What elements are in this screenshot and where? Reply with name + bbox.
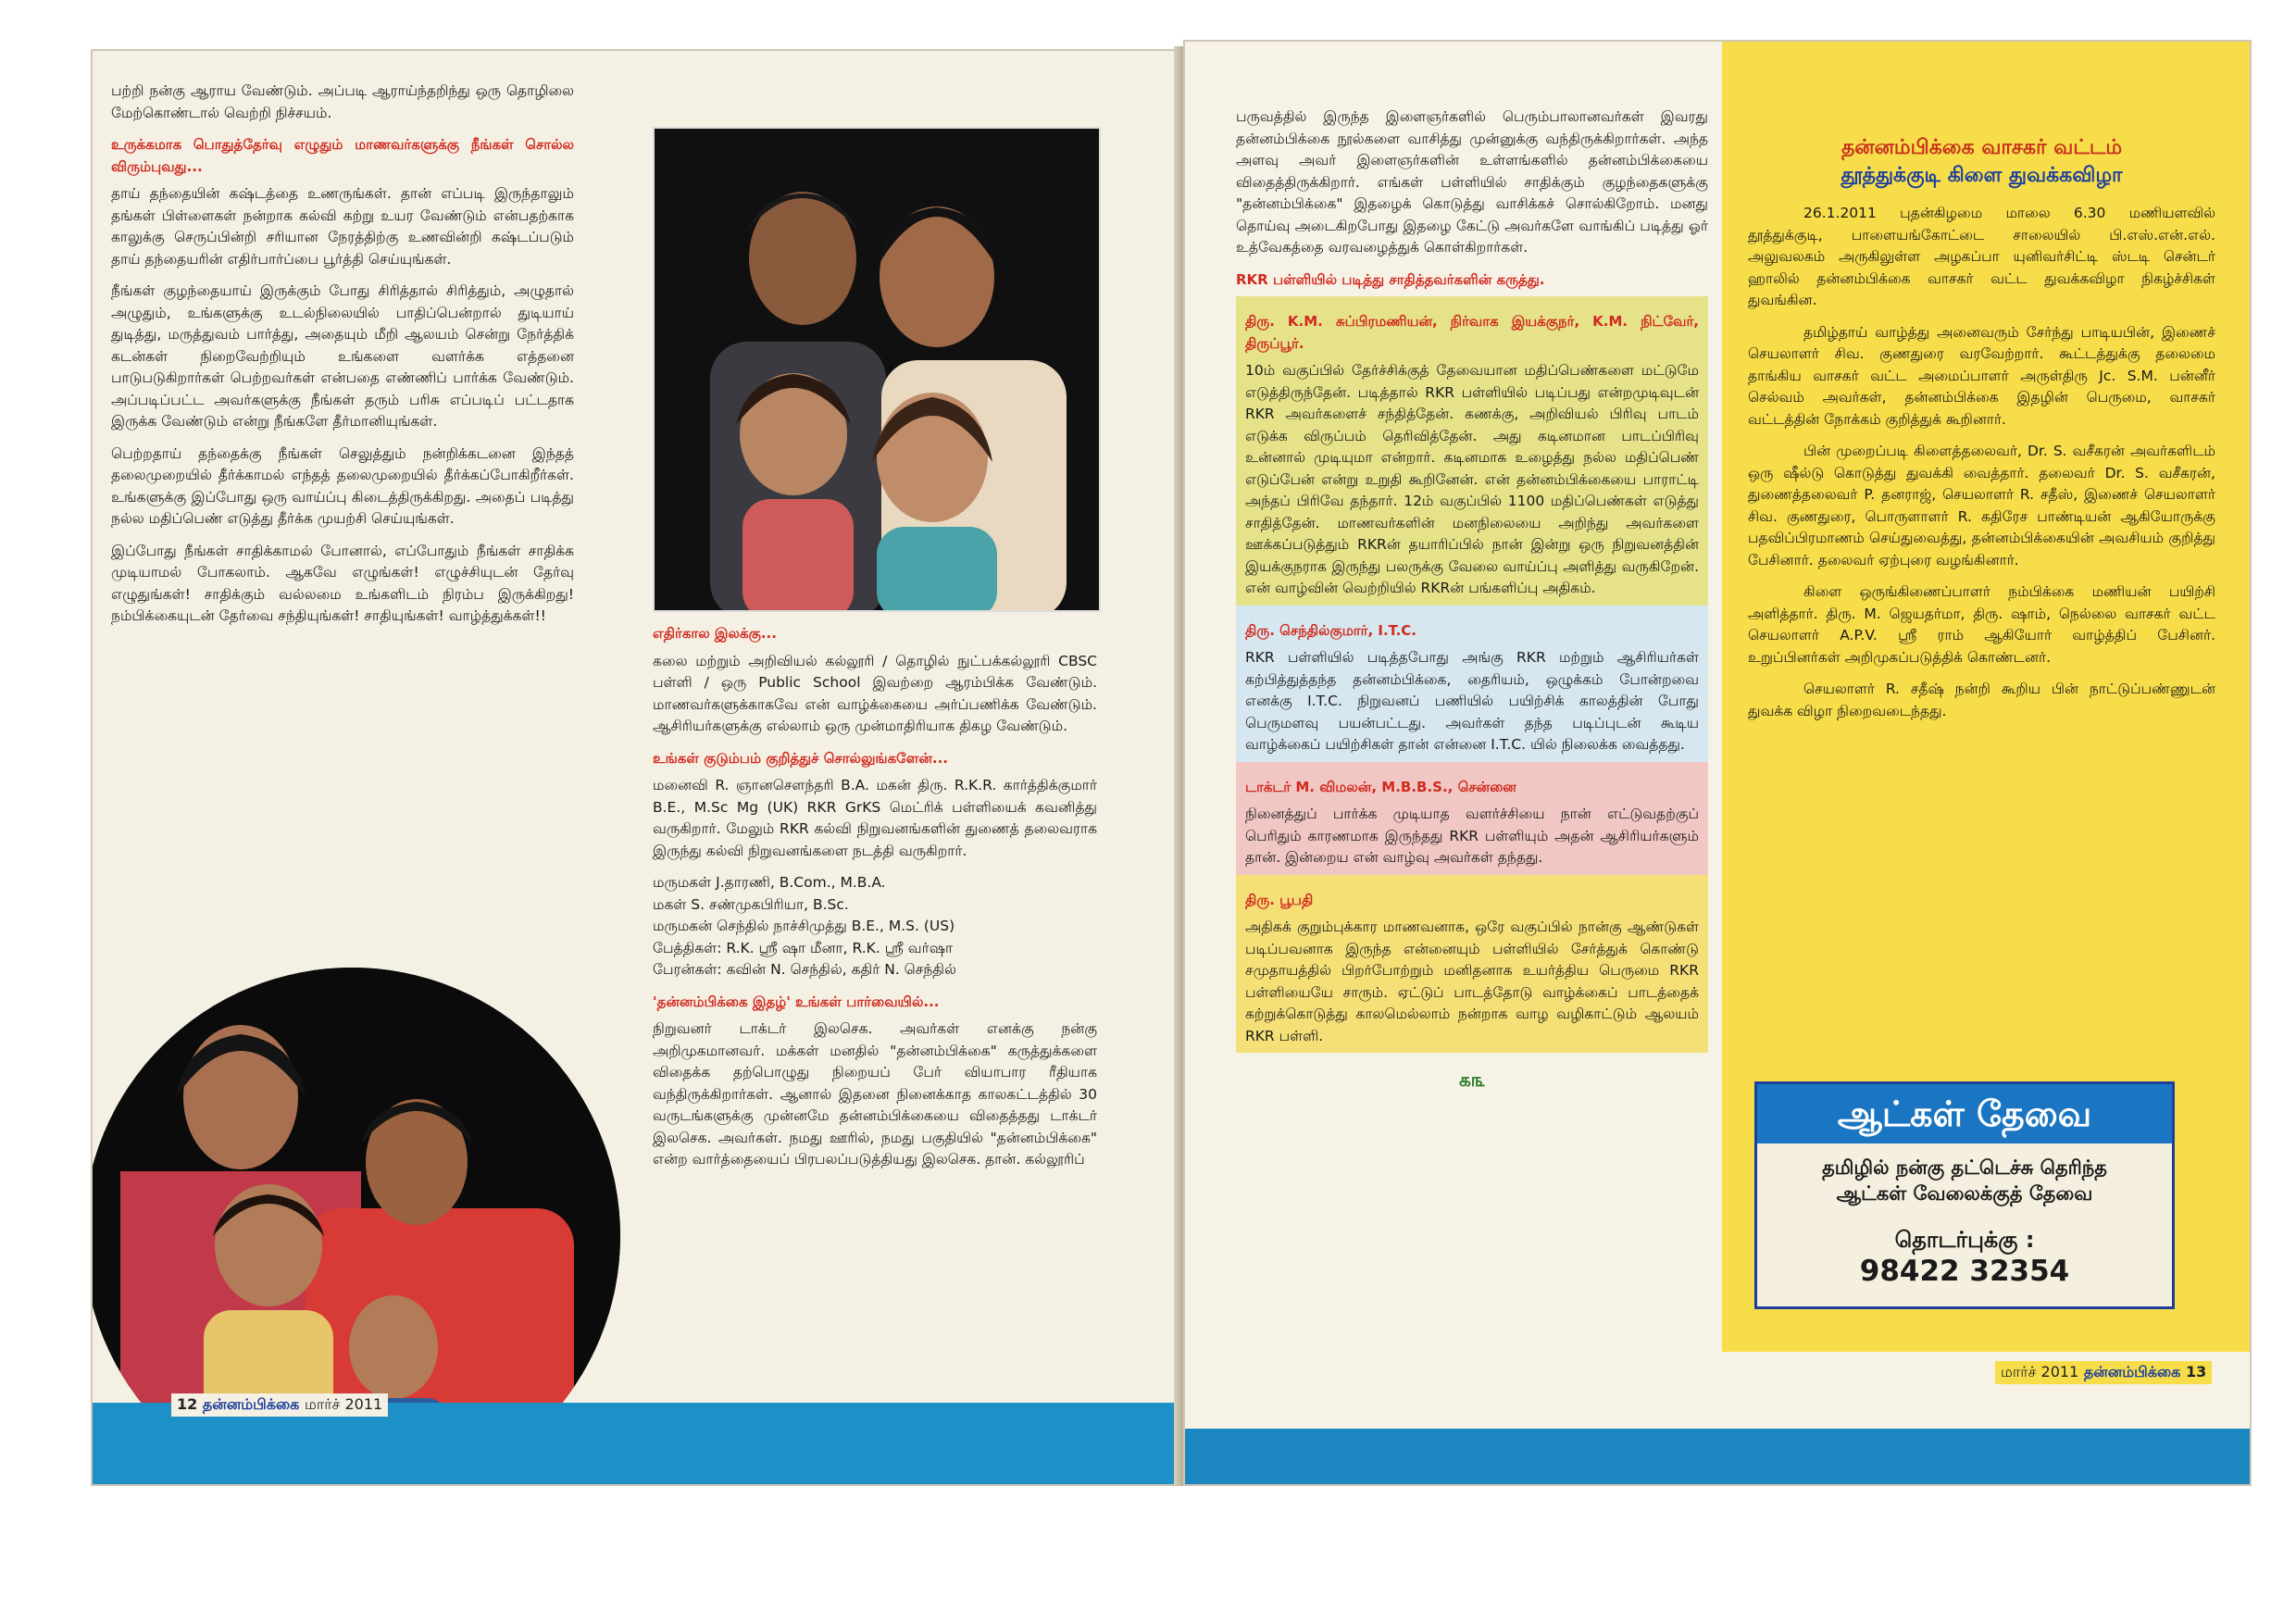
right-folio-month: மார்ச் 2011 <box>2001 1363 2079 1380</box>
event-paragraph: 26.1.2011 புதன்கிழமை மாலை 6.30 மணியளவில் தூத்துக்குடி, பாளையங்கோட்டை சாலையில் பி.எஸ்.என்.எல். அலுவலகம் அருகிலுள்ள அழகப்பா யுனிவர்சிட்டி ஸ்டடி சென்டர் ஹாலில் தன்னம்பிக்கை வாசகர் வட்ட துவக்கவிழா நிகழ்ச்சிகள் துவங்கின. <box>1748 205 2215 308</box>
jobs-line-1: தமிழில் நன்கு தட்டெச்சு தெரிந்த <box>1822 1156 2107 1179</box>
section-heading: உங்கள் குடும்பம் குறித்துச் சொல்லுங்களேன்... <box>653 749 948 767</box>
right-footer-band <box>1185 1429 2250 1484</box>
family-list <box>653 872 1097 981</box>
event-paragraph: கிளை ஒருங்கிணைப்பாளர் நம்பிக்கை மணியன் பயிற்சி அளித்தார். திரு. M. ஜெயதர்மா, திரு. ஷாம், நெல்லை வாசகர் வட்ட செயலாளர் A.P.V. ஸ்ரீ ராம் ஆகியோர் வாழ்த்திப் பேசினர். உறுப்பினர்கள் அறிமுகப்படுத்திக் கொண்டனர். <box>1748 583 2215 666</box>
alumni-testimonials <box>1236 296 1708 1053</box>
alumni-heading: RKR பள்ளியில் படித்து சாதித்தவர்களின் கருத்து. <box>1236 270 1545 288</box>
jobs-phone: 98422 32354 <box>1859 1255 2070 1288</box>
event-paragraph: பின் முறைப்படி கிளைத்தலைவர், Dr. S. வசீகரன் அவர்களிடம் ஒரு ஷீல்டு கொடுத்து துவக்கி வைத்தார். தலைவர் Dr. S. வசீகரன், துணைத்தலைவர் P. தனராஜ், செயலாளர் R. சதீஸ், இணைச் செயலாளர் சிவ. குணதுரை, பொருளாளர் R. கதிரேச பாண்டியன் ஆகியோருக்கு பதவிப்பிரமாணம் செய்துவைத்து, தன்னம்பிக்கையின் அவசியம் குறித்து பேசினார். தலைவர் ஏற்புரை வழங்கினார். <box>1748 443 2215 568</box>
left-column-2 <box>653 618 1097 1181</box>
body-paragraph: கலை மற்றும் அறிவியல் கல்லூரி / தொழில் நுட்பக்கல்லூரி CBSC பள்ளி / ஒரு Public School இவற்றை ஆரம்பிக்க வேண்டும். மாணவர்களுக்காகவே என் வாழ்க்கையை அர்ப்பணிக்க வேண்டும். ஆசிரியர்களுக்கு எல்லாம் ஒரு முன்மாதிரியாக திகழ வேண்டும். <box>653 652 1097 734</box>
section-heading: எதிர்கால இலக்கு... <box>653 625 777 642</box>
jobs-advert <box>1754 1081 2175 1309</box>
page-ornament: ௧௩ <box>1458 1068 1486 1091</box>
body-paragraph: இப்போது நீங்கள் சாதிக்காமல் போனால், எப்போதும் நீங்கள் சாதிக்க முடியாமல் போகலாம். ஆகவே எழுங்கள்! எழுச்சியுடன் தேர்வு எழுதுங்கள்! சாதிக்கும் வல்லமை உங்களிடம் நிரம்ப இருக்கிறது! நம்பிக்கையுடன் தேர்வை சந்தியுங்கள்! சாதியுங்கள்! வாழ்த்துக்கள்!! <box>111 542 574 624</box>
testimonial-text: RKR பள்ளியில் படித்தபோது அங்கு RKR மற்றும் ஆசிரியர்கள் கற்பித்துத்தந்த தன்னம்பிக்கை, தைரியம், ஒழுக்கம் போன்றவை எனக்கு I.T.C. நிறுவனப் பணியில் பயிற்சிக் காலத்தின் போது பெருமளவு பயன்பட்டது. அவர்கள் தந்த படிப்புடன் கூடிய வாழ்க்கைப் பயிற்சிகள் தான் என்னை I.T.C. யில் நிலைக்க வைத்தது. <box>1245 649 1699 753</box>
folio-month: மார்ச் 2011 <box>304 1395 383 1413</box>
body-paragraph: தாய் தந்தையின் கஷ்டத்தை உணருங்கள். தான் எப்படி இருந்தாலும் தங்கள் பிள்ளைகள் நன்றாக கல்வி கற்று உயர வேண்டும் என்பதற்காக காலுக்கு செருப்பின்றி சரியான நேரத்திற்கு உணவின்றி கஷ்டப்படும் தாய் தந்தையரின் எதிர்பார்ப்பை பூர்த்தி செய்யுங்கள். <box>111 185 574 268</box>
event-report <box>1748 203 2215 722</box>
body-paragraph: பெற்றதாய் தந்தைக்கு நீங்கள் செலுத்தும் நன்றிக்கடனை இந்தத் தலைமுறையில் தீர்க்காமல் எந்தத் தலைமுறையில் தீர்க்கப்போகிறீர்கள். உங்களுக்கு இப்போது ஒரு வாய்ப்பு கிடைத்திருக்கிறது. அதைப் படித்து நல்ல மதிப்பெண் எடுத்து தீர்க்க முயற்சி செய்யுங்கள். <box>111 444 574 527</box>
testimonial-text: அதிகக் குறும்புக்கார மாணவனாக, ஒரே வகுப்பில் நான்கு ஆண்டுகள் படிப்பவனாக இருந்த என்னையும் பள்ளியில் சேர்த்துக் கொண்டு சமுதாயத்தில் பிறர்போற்றும் மனிதனாக உயர்த்திய பெருமை RKR பள்ளியையே சாரும். ஏட்டுப் பாடத்தோடு வாழ்க்கைப் பாடத்தைக் கற்றுக்கொடுத்து காலமெல்லாம் நன்றாக வாழ வழிகாட்டும் ஆலயம் RKR பள்ளி. <box>1245 918 1699 1044</box>
right-folio <box>1995 1361 2212 1384</box>
testimonial-name: திரு. செந்தில்குமார், I.T.C. <box>1245 621 1417 639</box>
right-folio-number: 13 <box>2185 1363 2207 1380</box>
jobs-title: ஆட்கள் தேவை <box>1757 1084 2172 1143</box>
event-subtitle: தூத்துக்குடி கிளை துவக்கவிழா <box>1841 164 2123 187</box>
readers-circle-article <box>1748 134 2215 732</box>
intro-paragraph: பருவத்தில் இருந்த இளைஞர்களில் பெரும்பாலானவர்கள் இவரது தன்னம்பிக்கை நூல்களை வாசித்து முன்னுக்கு வந்திருக்கிறார்கள். அந்த அளவு அவர் இளைஞர்களின் உள்ளங்களில் தன்னம்பிக்கையை விதைத்திருக்கிறார். எங்கள் பள்ளியில் சாதிக்கும் குழந்தைகளுக்கு "தன்னம்பிக்கை" இதழைக் கொடுத்து வாசிக்கச் சொல்கிறோம். மனது தொய்வு அடைகிறபோது இதழை கேட்டு அவர்களே வாங்கிப் படித்து ஓர் உத்வேகத்தை வரவழைத்துக் கொள்கிறார்கள். <box>1236 108 1708 256</box>
body-paragraph: நிறுவனர் டாக்டர் இலசெக. அவர்கள் எனக்கு நன்கு அறிமுகமானவர். மக்கள் மனதில் "தன்னம்பிக்கை" கருத்துக்களை விதைக்க தற்பொழுது நிறையப் பேர் வியாபார ரீதியாக வந்திருக்கிறார்கள். ஆனால் இதனை நினைக்காத காலகட்டத்தில் 30 வருடங்களுக்கு முன்னமே தன்னம்பிக்கையை விதைத்தது டாக்டர் இலசெக. அவர்கள். நமது ஊரில், நமது பகுதியில் "தன்னம்பிக்கை" என்ற வார்த்தையைப் பிரபலப்படுத்தியது இலசெக. தான். கல்லூரிப் <box>653 1020 1097 1168</box>
left-page <box>93 51 1180 1484</box>
left-folio <box>171 1393 388 1417</box>
body-paragraph: பற்றி நன்கு ஆராய வேண்டும். அப்படி ஆராய்ந்தறிந்து ஒரு தொழிலை மேற்கொண்டால் வெற்றி நிச்சயம். <box>111 82 574 121</box>
body-paragraph: நீங்கள் குழந்தையாய் இருக்கும் போது சிரித்தால் சிரித்தும், அழுதால் அழுதும், உங்களுக்கு உடல்நிலையில் பாதிப்பென்றால் துடியாய் துடித்து, மருத்துவம் பார்த்து, அதையும் மீறி ஆலயம் சென்று நேர்த்திக் கடன்கள் நிறைவேற்றியும் உங்களை வளர்க்க எத்தனை பாடுபடுகிறார்கள் பெற்றவர்கள் என்பதை எண்ணிப் பார்க்க வேண்டும். அப்படிப்பட்ட அவர்களுக்கு நீங்கள் தரும் பரிசு எப்படிப் பட்டதாக இருக்க வேண்டும் என்று நீங்களே தீர்மானியுங்கள். <box>111 282 574 430</box>
family-member: மருமகன் செந்தில் நாச்சிமுத்து B.E., M.S. (US) <box>653 918 955 934</box>
testimonial-text: 10ம் வகுப்பில் தேர்ச்சிக்குத் தேவையான மதிப்பெண்களை மட்டுமே எடுத்திருந்தேன். படித்தால் RKR பள்ளியில் படிப்பது என்றமுடிவுடன் RKR அவர்களைச் சந்தித்தேன். கணக்கு, அறிவியல் பிரிவு பாடம் எடுக்க விருப்பம் தெரிவித்தேன். அது கடினமான பாடப்பிரிவு உன்னால் முடியுமா என்றார். கடினமாக உழைத்து நல்ல மதிப்பெண் எடுப்பேன் என்று உறுதி கூறினேன். என் தன்னம்பிக்கையை பாராட்டி அந்தப் பிரிவே தந்தார். 12ம் வகுப்பில் 1100 மதிப்பெண்கள் எடுத்து சாதித்தேன். மாணவர்களின் மனநிலையை அறிந்து அவர்களை ஊக்கப்படுத்தும் RKRன் தயாரிப்பில் நான் இன்று ஒரு நிறுவனத்தின் இயக்குநராக இருந்து பலருக்கு வேலை வாய்ப்பு அளித்து வருகிறேன். என் வாழ்வின் வெற்றியில் RKRன் பங்களிப்பு அதிகம். <box>1245 362 1699 596</box>
family-photo-top <box>653 127 1101 612</box>
testimonial-text: நினைத்துப் பார்க்க முடியாத வளர்ச்சியை நான் எட்டுவதற்குப் பெரிதும் காரணமாக இருந்தது RKR பள்ளியும் அதன் ஆசிரியர்களும் தான். இன்றைய என் வாழ்வு அவர்கள் தந்தது. <box>1245 806 1699 866</box>
testimonial-box <box>1236 762 1708 875</box>
jobs-contact-label: தொடர்புக்கு : <box>1894 1227 2035 1253</box>
event-paragraph: செயலாளர் R. சதீஷ் நன்றி கூறிய பின் நாட்டுப்பண்ணுடன் துவக்க விழா நிறைவடைந்தது. <box>1748 681 2215 719</box>
testimonial-name: திரு. K.M. சுப்பிரமணியன், நிர்வாக இயக்குநர், K.M. நிட்வேர், திருப்பூர். <box>1245 313 1699 352</box>
testimonial-box <box>1236 296 1708 606</box>
folio-magazine: தன்னம்பிக்கை <box>202 1395 300 1413</box>
right-column-1 <box>1236 106 1708 1092</box>
testimonial-box <box>1236 875 1708 1054</box>
family-member: பேரன்கள்: கவின் N. செந்தில், கதிர் N. செந்தில் <box>653 961 956 978</box>
section-heading: உருக்கமாக பொதுத்தேர்வு எழுதும் மாணவர்களுக்கு நீங்கள் சொல்ல விரும்புவது... <box>111 136 574 175</box>
right-folio-magazine: தன்னம்பிக்கை <box>2083 1363 2181 1380</box>
family-portrait-illustration <box>655 129 1099 610</box>
event-title: தன்னம்பிக்கை வாசகர் வட்டம் <box>1841 136 2123 159</box>
event-paragraph: தமிழ்தாய் வாழ்த்து அனைவரும் சேர்ந்து பாடியபின், இணைச் செயலாளர் சிவ. குணதுரை வரவேற்றார். கூட்டத்துக்கு தலைமை தாங்கிய வாசகர் வட்ட அமைப்பாளர் அருள்திரு Jc. S.M. பன்னீர் செல்வம் அவர்கள், தன்னம்பிக்கை இதழின் பெருமை, வாசகர் வட்டத்தின் நோக்கம் குறித்துக் கூறினார். <box>1748 323 2215 428</box>
folio-number: 12 <box>177 1395 198 1413</box>
testimonial-box <box>1236 606 1708 762</box>
family-member: மகள் S. சண்முகபிரியா, B.Sc. <box>653 895 849 913</box>
testimonial-name: டாக்டர் M. விமலன், M.B.B.S., சென்னை <box>1245 778 1516 795</box>
family-member: மருமகள் J.தாரணி, B.Com., M.B.A. <box>653 874 886 891</box>
section-heading: 'தன்னம்பிக்கை இதழ்' உங்கள் பார்வையில்... <box>653 993 940 1010</box>
testimonial-name: திரு. பூபதி <box>1245 891 1314 908</box>
family-member: பேத்திகள்: R.K. ஸ்ரீ ஷா மீனா, R.K. ஸ்ரீ வர்ஷா <box>653 939 954 956</box>
body-paragraph: மனைவி R. ஞானசௌந்தரி B.A. மகன் திரு. R.K.R. கார்த்திக்குமார் B.E., M.Sc Mg (UK) RKR GrKS மெட்ரிக் பள்ளியைக் கவனித்து வருகிறார். மேலும் RKR கல்வி நிறுவனங்களின் துணைத் தலைவராக இருந்து கல்வி நிறுவனங்களை நடத்தி வருகிறார். <box>653 777 1097 859</box>
jobs-line-2: ஆட்கள் வேலைக்குத் தேவை <box>1836 1182 2093 1205</box>
left-column-1 <box>111 81 574 638</box>
